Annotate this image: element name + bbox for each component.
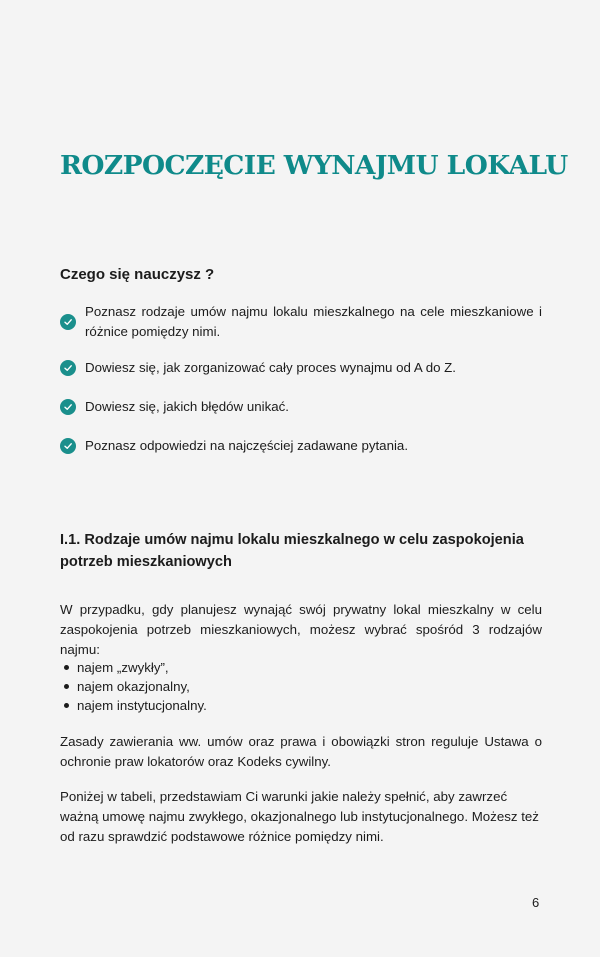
checklist-item [60,302,542,342]
page-title: ROZPOCZĘCIE WYNAJMU LOKALU [60,150,568,181]
check-circle-icon [60,438,76,454]
rental-types-list [64,658,207,715]
list-item-text: najem „zwykły”, [77,660,169,675]
page-number: 6 [532,895,540,910]
check-circle-icon [60,314,76,330]
intro-paragraph: W przypadku, gdy planujesz wynająć swój prywatny lokal mieszkalny w celu zaspokojenia potrzeb mieszkaniowych, możesz wybrać spośród 3 rodzajów najmu: [60,602,542,657]
section-heading: I.1. Rodzaje umów najmu lokalu mieszkalnego w celu zaspokojenia potrzeb mieszkaniowych [60,532,524,570]
list-item-text: najem okazjonalny, [77,679,190,694]
bullet-dot-icon [64,703,69,708]
list-item [64,696,207,715]
list-item-text: najem instytucjonalny. [77,698,207,713]
check-circle-icon [60,360,76,376]
table-intro-paragraph: Poniżej w tabeli, przedstawiam Ci warunki jakie należy spełnić, aby zawrzeć ważną umowę najmu zwykłego, okazjonalnego lub instytucjonalnego. Możesz też od razu sprawdzić podstawowe różnice pomiędzy nimi. [60,789,539,844]
checklist-item [60,436,542,456]
check-circle-icon [60,399,76,415]
list-item [64,677,207,696]
learn-heading: Czego się nauczysz ? [60,266,215,283]
learn-checklist [60,302,542,475]
checklist-item-text: Poznasz odpowiedzi na najczęściej zadawane pytania. [85,438,409,453]
checklist-item-text: Dowiesz się, jak zorganizować cały proces wynajmu od A do Z. [85,360,457,375]
list-item [64,658,207,677]
checklist-item [60,358,542,378]
legal-basis-paragraph: Zasady zawierania ww. umów oraz prawa i obowiązki stron reguluje Ustawa o ochronie praw lokatorów oraz Kodeks cywilny. [60,734,542,769]
bullet-dot-icon [64,684,69,689]
bullet-dot-icon [64,665,69,670]
checklist-item [60,397,542,417]
checklist-item-text: Poznasz rodzaje umów najmu lokalu mieszkalnego na cele mieszkaniowe i różnice pomiędzy nimi. [85,304,542,339]
checklist-item-text: Dowiesz się, jakich błędów unikać. [85,399,289,414]
